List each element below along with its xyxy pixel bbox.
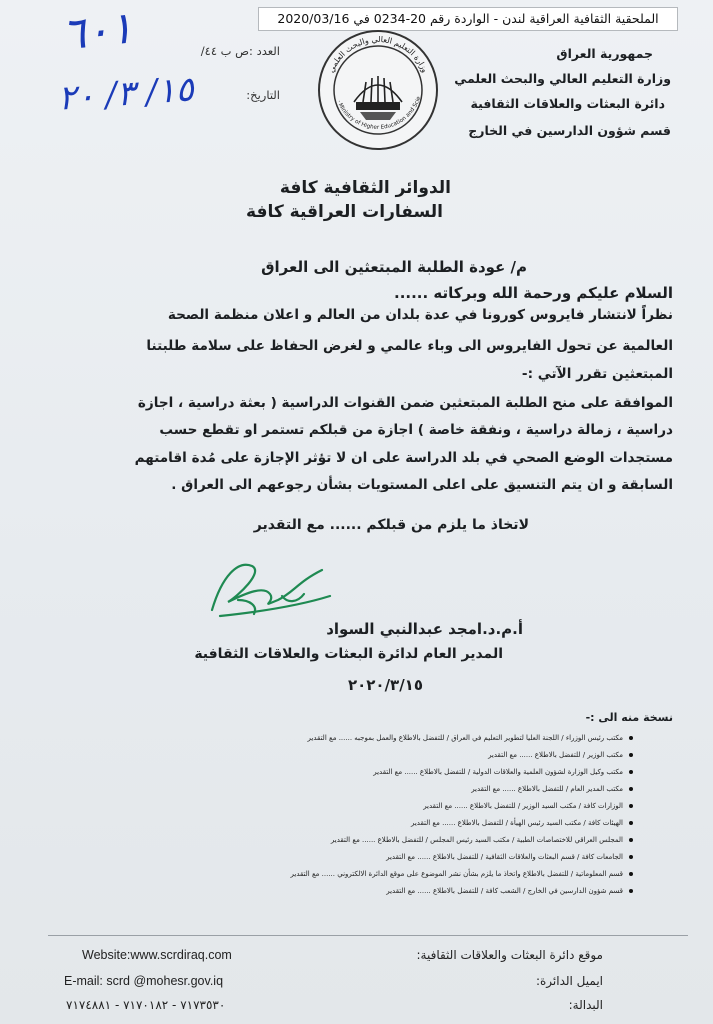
date-label: التاريخ: [246,88,280,102]
signature-date: ٢٠٢٠/٣/١٥ [347,676,423,694]
cc-item-6: الهيئات كافة / مكتب السيد رئيس الهيأة / للتفضل بالاطلاع ...... مع التقدير [93,815,633,832]
cc-title: نسخة منه الى :- [585,711,673,724]
handwritten-date: ١٥/ ٣/ ٢٠ [56,69,196,119]
handwritten-signature [198,556,338,626]
body-line-4: الموافقة على منح الطلبة المبتعثين ضمن القنوات الدراسية ( بعثة دراسية ، اجازة [137,395,673,411]
footer-website: Website:www.scrdiraq.com [82,948,232,962]
addressee-cultural-offices: الدوائر الثقافية كافة [279,178,451,198]
letterhead-line-3: دائرة البعثات والعلاقات الثقافية [470,96,665,111]
closing-line: لاتخاذ ما يلزم من قبلكم ...... مع التقدير [253,517,529,533]
letterhead-line-2: وزارة التعليم العالي والبحث العلمي [454,71,671,86]
letterhead-line-1: جمهورية العراق [556,46,653,61]
seal-english-text: · Ministry of Higher Education and Scie [335,95,423,131]
seal-arabic-text: وزارة التعليم العالي والبحث العلمي [326,34,430,74]
cc-item-3: مكتب وكيل الوزارة لشؤون العلمية والعلاقات الدولية / للتفضل بالاطلاع ...... مع التقدير [93,764,633,781]
cc-list [93,730,633,900]
letterhead-line-4: قسم شؤون الدارسين في الخارج [468,123,671,138]
body-line-3: المبتعثين تقرر الآتي :- [521,366,673,382]
footer-phone-label: البدالة: [568,998,603,1012]
handwritten-number: ٦٠١ [59,2,136,61]
cc-item-5: الوزارات كافة / مكتب السيد الوزير / للتفضل بالاطلاع ...... مع التقدير [93,798,633,815]
cc-item-10: قسم شؤون الدارسين في الخارج / الشعب كافة / للتفضل بالاطلاع ...... مع التقدير [93,883,633,900]
addressee-embassies: السفارات العراقية كافة [246,202,443,222]
footer-site-label: موقع دائرة البعثات والعلاقات الثقافية: [416,948,603,962]
footer-email-label: ايميل الدائرة: [535,974,603,988]
body-line-5: دراسية ، زمالة دراسية ، ونفقة خاصة ) اجازة من قبلكم تستمر او تقطع حسب [159,422,673,438]
signatory-title: المدير العام لدائرة البعثات والعلاقات الثقافية [194,646,503,662]
letterhead [411,46,671,138]
cc-item-9: قسم المعلوماتية / للتفضل بالاطلاع واتخاذ ما يلزم بشأن نشر الموضوع على موقع الدائرة الالكتروني ...... مع التقدير [93,866,633,883]
signatory-name: أ.م.د.امجد عبدالنبي السواد [326,620,523,638]
reference-number: العدد :ص ب ٤٤/ [200,44,280,58]
incoming-stamp-bar: الملحقية الثقافية العراقية لندن - الواردة رقم 20-0234 في 2020/03/16 [258,7,678,31]
body-line-6: مستجدات الوضع الصحي في بلد الدراسة على ان لا تؤثر الإجازة على مُدة اقامتهم [134,450,673,466]
cc-item-4: مكتب المدير العام / للتفضل بالاطلاع ...... مع التقدير [93,781,633,798]
cc-item-7: المجلس العراقي للاختصاصات الطبية / مكتب السيد رئيس المجلس / للتفضل بالاطلاع ...... مع التقدير [93,832,633,849]
footer-divider [48,935,688,936]
cc-item-1: مكتب رئيس الوزراء / اللجنة العليا لتطوير التعليم في العراق / للتفضل بالاطلاع والعمل بموجبه ...... مع التقدير [93,730,633,747]
footer-phones: ٧١٧٣٥٣٠ - ٧١٧٠١٨٢ - ٧١٧٤٨٨١ [66,998,226,1012]
subject-line: م/ عودة الطلبة المبتعثين الى العراق [261,258,527,276]
body-line-2: العالمية عن تحول الفايروس الى وباء عالمي و لغرض الحفاظ على سلامة طلبتنا [146,338,673,354]
greeting: السلام عليكم ورحمة الله وبركاته ...... [394,284,673,302]
cc-item-2: مكتب الوزير / للتفضل بالاطلاع ...... مع التقدير [93,747,633,764]
body-line-7: السابقة و ان يتم التنسيق على اعلى المستويات بشأن رجوعهم الى العراق . [171,477,673,493]
letter-body [37,304,673,496]
body-line-1: نظراً لانتشار فايروس كورونا في عدة بلدان من العالم و اعلان منظمة الصحة [167,307,673,323]
cc-item-8: الجامعات كافة / قسم البعثات والعلاقات الثقافية / للتفضل بالاطلاع ...... مع التقدير [93,849,633,866]
footer-email: E-mail: scrd @mohesr.gov.iq [64,974,224,988]
